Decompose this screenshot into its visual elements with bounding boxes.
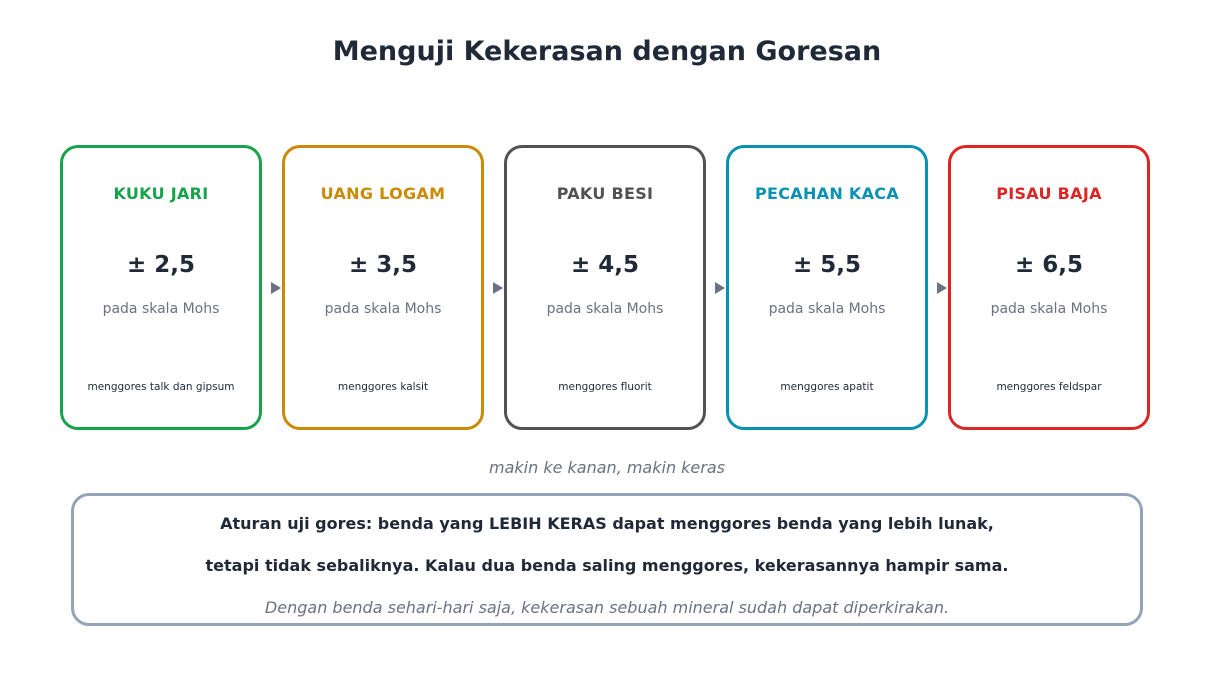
page-title: Menguji Kekerasan dengan Goresan bbox=[332, 36, 882, 67]
card-scale-label: pada skala Mohs bbox=[768, 301, 886, 317]
card-hardness-value: ± 3,5 bbox=[348, 252, 418, 278]
direction-caption: makin ke kanan, makin keras bbox=[488, 458, 725, 477]
card-scale-label: pada skala Mohs bbox=[102, 301, 220, 317]
arrow-right-icon bbox=[271, 282, 281, 294]
card-name: PECAHAN KACA bbox=[754, 184, 900, 203]
rule-box bbox=[71, 493, 1143, 626]
card-scale-label: pada skala Mohs bbox=[324, 301, 442, 317]
card-note: menggores feldspar bbox=[996, 381, 1102, 393]
card-paku-besi bbox=[504, 145, 706, 430]
card-scale-label: pada skala Mohs bbox=[990, 301, 1108, 317]
card-kuku-jari bbox=[60, 145, 262, 430]
card-note: menggores apatit bbox=[780, 381, 874, 393]
card-note: menggores fluorit bbox=[558, 381, 652, 393]
card-note: menggores talk dan gipsum bbox=[87, 381, 235, 393]
card-name: PAKU BESI bbox=[556, 184, 654, 203]
card-name: PISAU BAJA bbox=[996, 184, 1102, 203]
card-scale-label: pada skala Mohs bbox=[546, 301, 664, 317]
card-hardness-value: ± 5,5 bbox=[792, 252, 862, 278]
rule-text-line-1: Aturan uji gores: benda yang LEBIH KERAS dapat menggores benda yang lebih lunak, bbox=[220, 514, 994, 533]
card-name: KUKU JARI bbox=[113, 184, 209, 203]
arrow-right-icon bbox=[937, 282, 947, 294]
arrow-right-icon bbox=[715, 282, 725, 294]
card-note: menggores kalsit bbox=[337, 381, 429, 393]
card-uang-logam bbox=[282, 145, 484, 430]
card-pecahan-kaca bbox=[726, 145, 928, 430]
card-hardness-value: ± 4,5 bbox=[570, 252, 640, 278]
card-hardness-value: ± 2,5 bbox=[126, 252, 196, 278]
rule-text-line-2: tetapi tidak sebaliknya. Kalau dua benda saling menggores, kekerasannya hampir sama. bbox=[205, 556, 1009, 575]
arrow-right-icon bbox=[493, 282, 503, 294]
card-hardness-value: ± 6,5 bbox=[1014, 252, 1084, 278]
card-pisau-baja bbox=[948, 145, 1150, 430]
rule-note: Dengan benda sehari-hari saja, kekerasan sebuah mineral sudah dapat diperkirakan. bbox=[264, 598, 950, 617]
card-name: UANG LOGAM bbox=[320, 184, 446, 203]
